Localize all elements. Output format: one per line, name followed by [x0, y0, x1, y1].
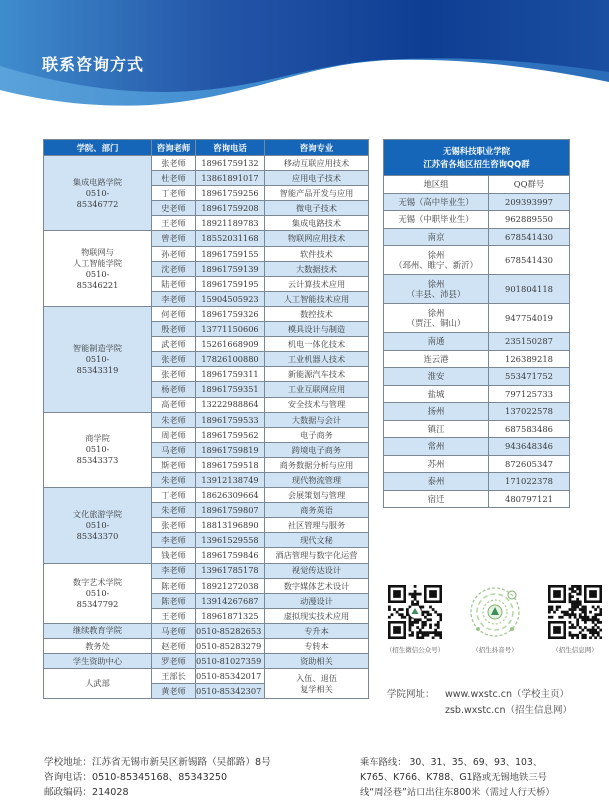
phone-cell: 0510-85342017 — [196, 669, 265, 684]
qq-row — [384, 275, 570, 304]
region-line: 无锡（高中毕业生） — [398, 196, 474, 207]
teacher-cell: 周老师 — [152, 427, 196, 442]
qq-number-cell[interactable]: 947754019 — [489, 304, 570, 333]
phone-cell: 18921272038 — [196, 578, 265, 593]
phone-cell: 13771150606 — [196, 322, 265, 337]
qq-number-cell[interactable]: 962889550 — [489, 211, 570, 229]
qq-row — [384, 438, 570, 456]
qq-number-cell[interactable]: 209393997 — [489, 193, 570, 211]
major-cell: 社区管理与服务 — [265, 518, 369, 533]
teacher-cell: 朱老师 — [152, 412, 196, 427]
qq-number-cell[interactable]: 943648346 — [489, 438, 570, 456]
major-cell: 软件技术 — [265, 246, 369, 261]
qq-title-row — [384, 140, 570, 176]
major-cell: 应用电子技术 — [265, 171, 369, 186]
header-teacher: 咨询老师 — [152, 140, 196, 156]
dept-line: 85346221 — [76, 279, 119, 290]
qq-title-line1: 无锡科技职业学院 — [443, 146, 510, 157]
region-cell — [384, 420, 489, 438]
table-row — [44, 156, 369, 171]
major-cell: 电子商务 — [265, 427, 369, 442]
dept-line: 人工智能学院 — [72, 257, 123, 268]
header-major: 咨询专业 — [265, 140, 369, 156]
bus-route-line3: 线“周泾巷”站口出往东800米（需过人行天桥） — [360, 787, 555, 798]
major-cell: 动漫设计 — [265, 593, 369, 608]
region-line: 镇江 — [427, 423, 445, 434]
region-cell — [384, 403, 489, 421]
major-cell: 云计算技术应用 — [265, 276, 369, 291]
region-line: 连云港 — [423, 353, 449, 364]
dept-cell — [44, 488, 152, 563]
phone-cell: 0510-85282653 — [196, 623, 265, 638]
postcode-text: 邮政编码：214028 — [44, 787, 129, 798]
qr-douyin-label: （招生抖音号） — [472, 646, 518, 654]
dept-line: 0510- — [85, 353, 110, 364]
teacher-cell: 马老师 — [152, 442, 196, 457]
major-cell: 新能源汽车技术 — [265, 367, 369, 382]
bus-route-line2: K765、K766、K788、G1路或无锡地铁三号 — [360, 772, 547, 783]
region-line: （贾汪、铜山） — [406, 318, 466, 328]
phone-cell: 18813196890 — [196, 518, 265, 533]
region-cell — [384, 438, 489, 456]
region-line: 无锡（中职毕业生） — [398, 214, 474, 225]
region-line: 淮安 — [427, 371, 445, 382]
teacher-cell: 陈老师 — [152, 593, 196, 608]
major-cell: 跨境电子商务 — [265, 442, 369, 457]
header-dept: 学院、部门 — [44, 140, 152, 156]
phone-cell: 13912138749 — [196, 472, 265, 487]
region-line: 扬州 — [427, 406, 445, 417]
qq-row — [384, 211, 570, 229]
teacher-cell: 孙老师 — [152, 246, 196, 261]
region-cell — [384, 193, 489, 211]
dept-line: 0510- — [85, 519, 110, 530]
dept-line: 0510- — [85, 268, 110, 279]
qq-number-cell[interactable]: 687583486 — [489, 420, 570, 438]
region-line: 宿迁 — [427, 493, 445, 504]
dept-line: 物联网与 — [81, 246, 114, 257]
major-cell — [265, 669, 369, 699]
dept-line: 人武部 — [85, 678, 110, 689]
phone-cell: 18961759256 — [196, 186, 265, 201]
region-cell — [384, 211, 489, 229]
qq-number-cell[interactable]: 171022378 — [489, 473, 570, 491]
region-line: （丰县、沛县） — [406, 289, 466, 299]
dept-cell — [44, 412, 152, 487]
phone-cell: 0510-81027359 — [196, 654, 265, 669]
major-cell: 移动互联应用技术 — [265, 156, 369, 171]
phone-cell: 18961759846 — [196, 548, 265, 563]
phone-cell: 15261668909 — [196, 337, 265, 352]
phone-cell: 13961529558 — [196, 533, 265, 548]
teacher-cell: 何老师 — [152, 306, 196, 321]
phone-cell: 18961759195 — [196, 276, 265, 291]
page-title: 联系咨询方式 — [42, 55, 145, 74]
teacher-cell: 张老师 — [152, 518, 196, 533]
major-cell: 人工智能技术应用 — [265, 291, 369, 306]
teacher-cell: 高老师 — [152, 397, 196, 412]
teacher-cell: 斯老师 — [152, 457, 196, 472]
phone-cell: 18626309664 — [196, 488, 265, 503]
qr-code-icon[interactable] — [388, 585, 442, 639]
teacher-cell: 史老师 — [152, 201, 196, 216]
qq-row — [384, 304, 570, 333]
teacher-cell: 丁老师 — [152, 488, 196, 503]
dept-line: 85346772 — [76, 198, 119, 209]
dept-line: 集成电路学院 — [72, 176, 123, 187]
qq-table-title — [384, 140, 570, 176]
phone-cell: 18961759351 — [196, 382, 265, 397]
dept-line: 85343373 — [76, 455, 119, 466]
major-cell: 微电子技术 — [265, 201, 369, 216]
dept-line: 数字艺术学院 — [72, 576, 123, 587]
address-text: 学校地址：江苏省无锡市新吴区新锡路（吴都路）8号 — [44, 757, 271, 768]
table-row — [44, 654, 369, 669]
qq-row — [384, 420, 570, 438]
major-cell: 安全技术与管理 — [265, 397, 369, 412]
teacher-cell: 沈老师 — [152, 261, 196, 276]
major-cell: 商务数据分析与应用 — [265, 457, 369, 472]
phone-cell: 18961759139 — [196, 261, 265, 276]
qq-row — [384, 228, 570, 246]
region-line: 徐州 — [427, 249, 445, 260]
table-row — [44, 639, 369, 654]
qq-number-cell[interactable]: 901804118 — [489, 275, 570, 304]
qq-number-cell[interactable]: 678541430 — [489, 228, 570, 246]
phone-cell: 0510-85283279 — [196, 639, 265, 654]
qq-row — [384, 350, 570, 368]
major-cell: 现代文秘 — [265, 533, 369, 548]
major-cell: 酒店管理与数字化运营 — [265, 548, 369, 563]
teacher-cell: 王老师 — [152, 216, 196, 231]
major-cell: 大数据技术 — [265, 261, 369, 276]
dept-cell — [44, 563, 152, 623]
phone-cell: 15904505923 — [196, 291, 265, 306]
table-row — [44, 231, 369, 246]
region-cell — [384, 455, 489, 473]
table-row — [44, 669, 369, 684]
phone-cell: 18961759533 — [196, 412, 265, 427]
major-cell: 模具设计与制造 — [265, 322, 369, 337]
qq-number-cell[interactable]: 678541430 — [489, 246, 570, 275]
major-cell: 数控技术 — [265, 306, 369, 321]
table-header-row — [44, 140, 369, 156]
qq-title-line2: 江苏省各地区招生咨询QQ群 — [423, 158, 530, 169]
dept-cell — [44, 654, 152, 669]
region-cell — [384, 368, 489, 386]
region-cell — [384, 350, 489, 368]
region-line: （邳州、睢宁、新沂） — [394, 260, 478, 270]
region-cell — [384, 304, 489, 333]
major-cell: 视觉传达设计 — [265, 563, 369, 578]
major-cell: 物联网应用技术 — [265, 231, 369, 246]
phone-cell: 18961759208 — [196, 201, 265, 216]
major-cell: 虚拟现实技术应用 — [265, 608, 369, 623]
phone-cell: 18961759562 — [196, 427, 265, 442]
major-cell: 资助相关 — [265, 654, 369, 669]
qq-number-cell[interactable]: 235150287 — [489, 333, 570, 351]
table-row — [44, 412, 369, 427]
major-cell: 商务英语 — [265, 503, 369, 518]
dept-line: 商学院 — [85, 433, 110, 444]
major-cell: 集成电路技术 — [265, 216, 369, 231]
teacher-cell: 黄老师 — [152, 684, 196, 699]
dept-cell — [44, 231, 152, 306]
major-cell: 数字媒体艺术设计 — [265, 578, 369, 593]
dept-line: 0510- — [85, 444, 110, 455]
region-line: 泰州 — [427, 476, 445, 487]
phone-cell: 18921189783 — [196, 216, 265, 231]
teacher-cell: 张老师 — [152, 156, 196, 171]
region-line: 常州 — [427, 441, 445, 452]
qr-code-row — [385, 585, 605, 654]
phone-cell: 18961759132 — [196, 156, 265, 171]
region-cell — [384, 333, 489, 351]
qr-code-icon[interactable] — [548, 585, 602, 639]
qq-number-cell[interactable]: 126389218 — [489, 350, 570, 368]
teacher-cell: 罗老师 — [152, 654, 196, 669]
phone-cell: 13961785178 — [196, 563, 265, 578]
qq-group-table — [383, 139, 570, 508]
region-cell — [384, 490, 489, 508]
teacher-cell: 马老师 — [152, 623, 196, 638]
table-row — [44, 563, 369, 578]
qq-row — [384, 333, 570, 351]
phone-cell: 13222988864 — [196, 397, 265, 412]
phone-cell: 13914267687 — [196, 593, 265, 608]
teacher-cell: 李老师 — [152, 291, 196, 306]
qq-row — [384, 455, 570, 473]
dept-cell — [44, 306, 152, 412]
teacher-cell: 王老师 — [152, 608, 196, 623]
phone-text: 咨询电话：0510-85345168、85343250 — [44, 772, 228, 783]
dept-cell — [44, 156, 152, 231]
qq-row — [384, 403, 570, 421]
qq-header-row — [384, 176, 570, 194]
teacher-cell: 杜老师 — [152, 171, 196, 186]
major-cell: 专转本 — [265, 639, 369, 654]
qq-row — [384, 368, 570, 386]
dept-line: 教务处 — [85, 640, 110, 651]
region-line: 南京 — [427, 231, 445, 242]
major-cell: 机电一体化技术 — [265, 337, 369, 352]
footer-contact — [44, 755, 271, 800]
teacher-cell: 朱老师 — [152, 472, 196, 487]
dept-line: 85343370 — [76, 530, 119, 541]
phone-cell: 18961759311 — [196, 367, 265, 382]
phone-cell: 0510-85342307 — [196, 684, 265, 699]
qr-douyin[interactable] — [465, 585, 525, 654]
douyin-qr-icon[interactable] — [468, 585, 522, 639]
header-phone: 咨询电话 — [196, 140, 265, 156]
phone-cell: 18961759819 — [196, 442, 265, 457]
dept-cell — [44, 623, 152, 638]
teacher-cell: 王部长 — [152, 669, 196, 684]
qq-number-cell[interactable]: 480797121 — [489, 490, 570, 508]
qq-row — [384, 193, 570, 211]
teacher-cell: 张老师 — [152, 352, 196, 367]
major-line: 复学相关 — [300, 683, 333, 694]
major-line: 入伍、退伍 — [296, 672, 337, 683]
qq-number-cell[interactable]: 553471752 — [489, 368, 570, 386]
phone-cell: 18961759518 — [196, 457, 265, 472]
major-cell: 会展策划与管理 — [265, 488, 369, 503]
major-cell: 现代物流管理 — [265, 472, 369, 487]
qr-wechat-label: （招生微信公众号） — [385, 646, 445, 654]
dept-line: 85347792 — [76, 598, 119, 609]
major-cell: 工业互联网应用 — [265, 382, 369, 397]
qq-number-cell[interactable]: 137022578 — [489, 403, 570, 421]
bus-route-line1: 乘车路线： 30、31、35、69、93、103、 — [360, 757, 543, 768]
region-line: 苏州 — [427, 458, 445, 469]
website-link-admissions[interactable]: zsb.wxstc.cn（招生信息网） — [445, 705, 573, 716]
teacher-cell: 丁老师 — [152, 186, 196, 201]
qq-row — [384, 490, 570, 508]
region-line: 徐州 — [427, 307, 445, 318]
region-cell — [384, 385, 489, 403]
table-row — [44, 306, 369, 321]
dept-line: 继续教育学院 — [72, 625, 123, 636]
major-cell: 大数据与会计 — [265, 412, 369, 427]
teacher-cell: 陈老师 — [152, 578, 196, 593]
region-cell — [384, 473, 489, 491]
website-label: 学院网址： — [387, 689, 435, 700]
dept-line: 0510- — [85, 187, 110, 198]
qq-header-number: QQ群号 — [489, 176, 570, 194]
website-link-main[interactable]: www.wxstc.cn（学校主页） — [445, 689, 570, 700]
table-row — [44, 623, 369, 638]
dept-cell — [44, 639, 152, 654]
dept-cell — [44, 669, 152, 699]
region-cell — [384, 228, 489, 246]
contact-table — [43, 139, 369, 699]
teacher-cell: 张老师 — [152, 367, 196, 382]
dept-line: 智能制造学院 — [72, 342, 123, 353]
teacher-cell: 殷老师 — [152, 322, 196, 337]
region-cell — [384, 275, 489, 304]
qq-row — [384, 473, 570, 491]
footer-bus-route — [360, 755, 605, 800]
phone-cell: 13861891017 — [196, 171, 265, 186]
dept-line: 0510- — [85, 587, 110, 598]
phone-cell: 18961759326 — [196, 306, 265, 321]
teacher-cell: 曾老师 — [152, 231, 196, 246]
qr-wechat[interactable] — [385, 585, 445, 654]
region-line: 盐城 — [427, 388, 445, 399]
qr-website[interactable] — [545, 585, 605, 654]
teacher-cell: 陆老师 — [152, 276, 196, 291]
teacher-cell: 钱老师 — [152, 548, 196, 563]
phone-cell: 17826100880 — [196, 352, 265, 367]
region-cell — [384, 246, 489, 275]
phone-cell: 18961759155 — [196, 246, 265, 261]
region-line: 南通 — [427, 336, 445, 347]
major-cell: 专升本 — [265, 623, 369, 638]
dept-line: 文化旅游学院 — [72, 508, 123, 519]
region-line: 徐州 — [427, 278, 445, 289]
phone-cell: 18961759807 — [196, 503, 265, 518]
website-info — [387, 687, 572, 719]
major-cell: 智能产品开发与应用 — [265, 186, 369, 201]
dept-line: 85343319 — [76, 364, 119, 375]
qq-row — [384, 385, 570, 403]
phone-cell: 18961871325 — [196, 608, 265, 623]
teacher-cell: 朱老师 — [152, 503, 196, 518]
major-cell: 工业机器人技术 — [265, 352, 369, 367]
teacher-cell: 杨老师 — [152, 382, 196, 397]
teacher-cell: 李老师 — [152, 563, 196, 578]
header-banner — [0, 0, 609, 115]
phone-cell: 18552031168 — [196, 231, 265, 246]
teacher-cell: 赵老师 — [152, 639, 196, 654]
qr-website-label: （招生信息网） — [552, 646, 598, 654]
qq-header-region: 地区组 — [384, 176, 489, 194]
qq-number-cell[interactable]: 797125733 — [489, 385, 570, 403]
qq-row — [384, 246, 570, 275]
teacher-cell: 武老师 — [152, 337, 196, 352]
qq-number-cell[interactable]: 872605347 — [489, 455, 570, 473]
teacher-cell: 李老师 — [152, 533, 196, 548]
dept-line: 学生资助中心 — [72, 655, 123, 666]
table-row — [44, 488, 369, 503]
